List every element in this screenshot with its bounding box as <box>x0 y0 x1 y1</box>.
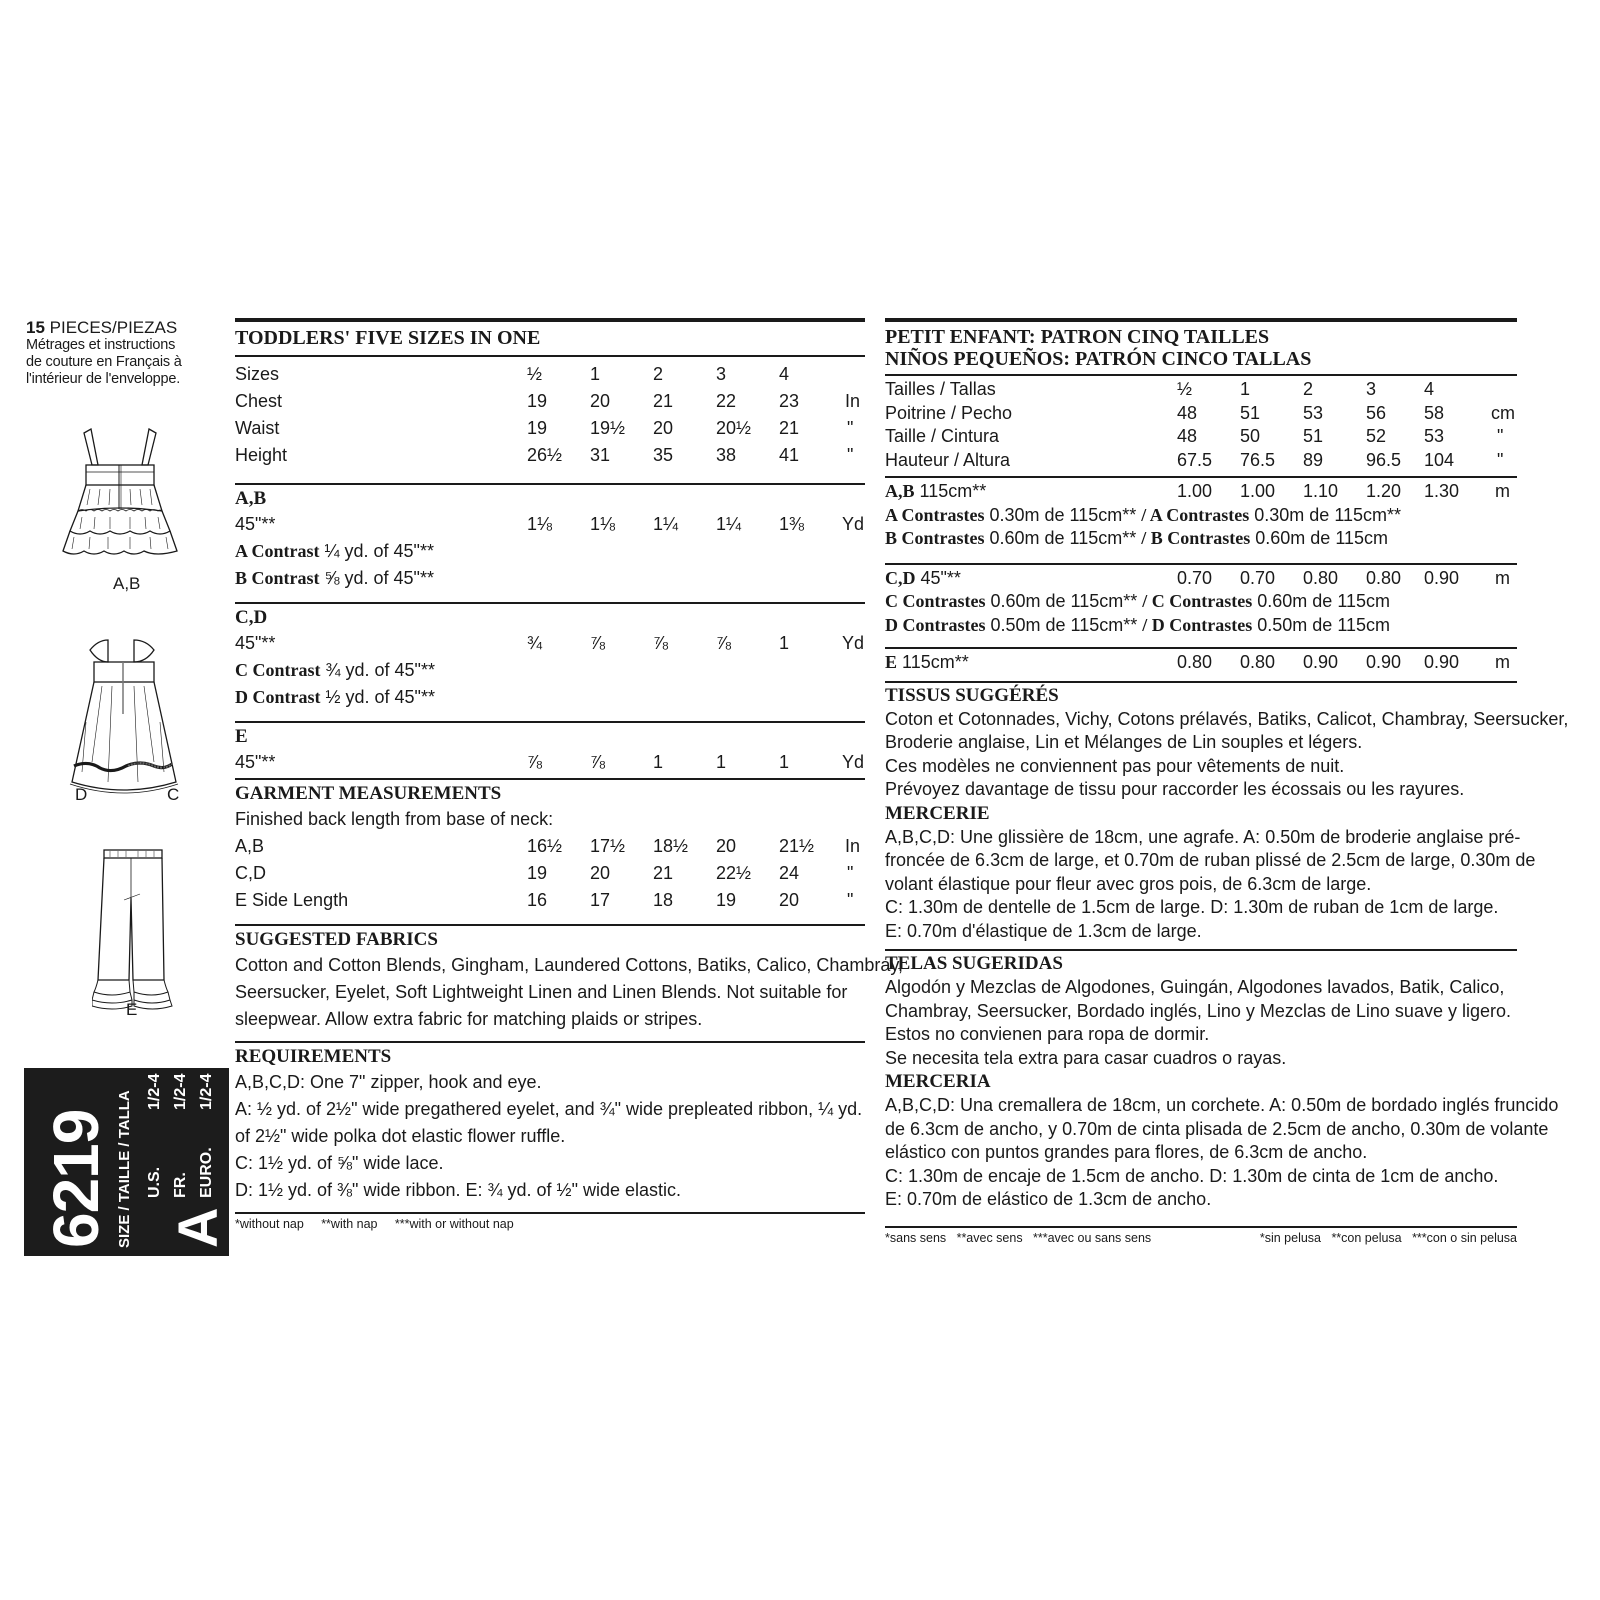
cell: 1 <box>779 633 790 653</box>
contrast-row <box>235 684 865 711</box>
yardage-cd <box>235 604 865 711</box>
contrast-amount: 0.60m de 115cm <box>1252 591 1391 611</box>
contrast-label: A Contrastes <box>885 504 985 525</box>
contrast-label: / D Contrastes <box>1142 614 1253 635</box>
unit: In <box>845 391 861 411</box>
view-label-e: E <box>126 1000 138 1019</box>
text-line: elástico con puntos grandes para flores, de 6.3cm de ancho. <box>885 1142 1368 1162</box>
cell: 1¼ <box>653 514 679 534</box>
footnote-item: ***avec ou sans sens <box>1033 1230 1152 1245</box>
text-line: E: 0.70m d'élastique de 1.3cm de large. <box>885 920 1202 941</box>
unit: m <box>1495 481 1510 501</box>
cell: 1.00 <box>1177 481 1213 501</box>
contrast-row <box>885 590 1517 614</box>
english-panel <box>235 318 904 1232</box>
unit: " <box>847 445 854 465</box>
table-row-waist <box>235 415 865 442</box>
view-cd-dress-illustration <box>68 632 180 804</box>
english-title: TODDLERS' FIVE SIZES IN ONE <box>235 327 541 349</box>
cell: 21 <box>779 418 800 438</box>
section-heading: GARMENT MEASUREMENTS <box>235 783 502 804</box>
text-line: Seersucker, Eyelet, Soft Lightweight Linen and Linen Blends. Not suitable for <box>235 982 848 1002</box>
cell: 1.20 <box>1366 481 1402 501</box>
size-row-us <box>146 1073 164 1198</box>
metrage-cd <box>885 565 1517 638</box>
cell: 58 <box>1424 402 1445 423</box>
text-line: A,B,C,D: One 7" zipper, hook and eye. <box>235 1072 542 1092</box>
section-heading: MERCERIE <box>885 802 990 824</box>
cell: 23 <box>779 391 800 411</box>
cell: 24 <box>779 863 800 883</box>
contrast-row <box>885 504 1517 528</box>
note-line: Métrages et instructions <box>26 337 176 353</box>
text-line: Broderie anglaise, Lin et Mélanges de Lin souples et légers. <box>885 732 1363 752</box>
cell: 3 <box>716 364 727 384</box>
cell: 48 <box>1177 402 1198 423</box>
cell: 67.5 <box>1177 449 1213 470</box>
table-row <box>885 425 1517 449</box>
text-line: Chambray, Seersucker, Bordado inglés, Lino y Mezclas de Lino suave y ligero. <box>885 1000 1511 1021</box>
section-heading: REQUIREMENTS <box>235 1046 392 1067</box>
cell: ⅞ <box>653 633 669 653</box>
cell: 1 <box>779 752 790 772</box>
cell: 0.90 <box>1424 567 1460 588</box>
cell: 76.5 <box>1240 449 1276 470</box>
text-line: Ces modèles ne conviennent pas pour vêtements de nuit. <box>885 755 1345 776</box>
fabric-width: 115cm** <box>914 481 987 501</box>
section-heading: C,D <box>235 607 268 628</box>
view-ab-tiered-dress-illustration <box>60 425 180 570</box>
contrast-row <box>885 527 1517 551</box>
yardage-row <box>235 630 865 657</box>
spanish-title: NIÑOS PEQUEÑOS: PATRÓN CINCO TALLAS <box>885 348 1312 370</box>
view-label-c: C <box>167 785 180 804</box>
row-label: E Side Length <box>235 890 349 910</box>
text-line: C: 1½ yd. of ⅝" wide lace. <box>235 1153 444 1173</box>
cell: 1¼ <box>716 514 742 534</box>
note-line: l'intérieur de l'enveloppe. <box>26 371 181 387</box>
section-heading: TELAS SUGERIDAS <box>885 953 1063 974</box>
requirements <box>235 1043 865 1204</box>
table-row <box>885 449 1517 473</box>
cell: 31 <box>590 445 611 465</box>
section-heading: MERCERIA <box>885 1071 991 1092</box>
cell: 53 <box>1424 426 1445 446</box>
contrast-amount: 0.50m de 115cm** <box>985 614 1143 635</box>
footnote-item: *sin pelusa <box>1259 1230 1322 1245</box>
row-label: Poitrine / Pecho <box>885 402 1013 423</box>
row-label: 45"** <box>235 752 276 772</box>
unit: " <box>847 863 854 883</box>
cell: ⅞ <box>527 752 543 772</box>
cell: 0.80 <box>1240 652 1276 672</box>
contrast-label: C Contrast <box>235 660 321 680</box>
view-label: E <box>885 652 898 672</box>
view-e-pants-illustration <box>92 848 182 1014</box>
cell: 1⅛ <box>590 514 616 534</box>
unit: Yd <box>842 633 865 653</box>
table-row-height <box>235 442 865 469</box>
cell: 0.70 <box>1240 567 1276 588</box>
cell: 21½ <box>779 836 815 856</box>
row-label: Waist <box>235 418 280 438</box>
unit: m <box>1495 652 1510 672</box>
size-range-letter: A <box>166 1207 229 1248</box>
table-row-sizes <box>235 361 865 388</box>
table-row <box>885 378 1517 402</box>
contrast-label: / A Contrastes <box>1141 504 1250 525</box>
unit: " <box>847 890 854 910</box>
text-line: Se necesita tela extra para casar cuadros o rayas. <box>885 1047 1287 1068</box>
view-label: C,D <box>885 567 916 588</box>
table-row <box>885 402 1517 426</box>
contrast-label: / C Contrastes <box>1142 591 1253 611</box>
suggested-fabrics <box>235 926 904 1033</box>
text-line: C: 1.30m de dentelle de 1.5cm de large. D: 1.30m de ruban de 1cm de large. <box>885 897 1499 917</box>
text-line: A: ½ yd. of 2½" wide pregathered eyelet, and ¾" wide prepleated ribbon, ¼ yd. <box>235 1099 863 1119</box>
pieces-label: PIECES/PIEZAS <box>44 318 178 337</box>
cell: 38 <box>716 445 737 465</box>
nap-footnote-fr-es <box>885 1228 1517 1246</box>
metrage-row <box>885 567 1517 591</box>
cell: ½ <box>527 364 543 384</box>
size-region: FR. <box>172 1172 189 1198</box>
cell: 20 <box>779 890 800 910</box>
cell: 1⅜ <box>779 514 805 534</box>
unit: Yd <box>842 514 865 534</box>
cell: 20 <box>590 863 611 883</box>
row-label: 45"** <box>235 514 276 534</box>
footnote-item: *sans sens <box>885 1230 947 1245</box>
row-label: C,D <box>235 863 266 883</box>
view-label: A,B <box>885 481 915 501</box>
text-line: E: 0.70m de elástico de 1.3cm de ancho. <box>885 1189 1212 1209</box>
text-line: D: 1½ yd. of ⅜" wide ribbon. E: ¾ yd. of ½" wide elastic. <box>235 1180 682 1200</box>
contrast-label: B Contrast <box>235 568 320 588</box>
row-label: Sizes <box>235 364 280 384</box>
cell: 41 <box>779 445 800 465</box>
cell: 96.5 <box>1366 449 1402 470</box>
cell: 0.70 <box>1177 567 1213 588</box>
contrast-amount: 0.30m de 115cm** <box>984 504 1142 525</box>
pattern-size-box <box>24 1068 229 1256</box>
cell: ⅞ <box>716 633 732 653</box>
unit: " <box>847 418 854 438</box>
mercerie <box>885 802 1536 944</box>
cell: 0.90 <box>1424 652 1460 672</box>
cell: 35 <box>653 445 674 465</box>
measurement-row <box>235 833 865 860</box>
metrage-e <box>885 649 1517 675</box>
unit: cm <box>1491 402 1515 423</box>
cell: 2 <box>1303 379 1314 399</box>
cell: 20 <box>716 836 737 856</box>
row-label: Tailles / Tallas <box>885 379 996 399</box>
cell: 22½ <box>716 863 752 883</box>
yardage-e <box>235 723 865 776</box>
section-heading: TISSUS SUGGÉRÉS <box>885 684 1059 706</box>
cell: 1.10 <box>1303 481 1339 501</box>
row-label: Hauteur / Altura <box>885 449 1011 470</box>
cell: 19 <box>527 863 548 883</box>
metrage-row <box>885 480 1517 504</box>
cell: 17½ <box>590 836 626 856</box>
footnote-item: **con pelusa <box>1331 1230 1402 1245</box>
row-label: 45"** <box>235 633 276 653</box>
cell: 22 <box>716 391 737 411</box>
garment-measurements <box>235 780 865 914</box>
footnote-item: ***con o sin pelusa <box>1412 1230 1517 1245</box>
cell: 52 <box>1366 426 1387 446</box>
cell: 0.80 <box>1366 567 1402 588</box>
unit: " <box>1497 449 1504 470</box>
contrast-amount: ½ yd. of 45"** <box>320 687 435 707</box>
contrast-amount: 0.60m de 115cm** <box>985 591 1143 611</box>
row-label: Taille / Cintura <box>885 426 1000 446</box>
cell: 48 <box>1177 426 1198 446</box>
size-region: U.S. <box>146 1166 163 1198</box>
cell: ¾ <box>527 633 543 653</box>
view-label-ab: A,B <box>113 574 141 593</box>
french-title: PETIT ENFANT: PATRON CINQ TAILLES <box>885 326 1270 348</box>
cell: 19 <box>527 391 548 411</box>
tissus-suggeres <box>885 683 1569 802</box>
section-heading: SUGGESTED FABRICS <box>235 929 438 950</box>
contrast-amount: ¾ yd. of 45"** <box>320 660 435 680</box>
text-line: Algodón y Mezclas de Algodones, Guingán, Algodones lavados, Batik, Calico, <box>885 977 1505 997</box>
cell: 104 <box>1424 449 1455 470</box>
contrast-label: C Contrastes <box>885 591 986 611</box>
contrast-row <box>235 657 865 684</box>
cell: 16 <box>527 890 548 910</box>
cell: 19 <box>527 418 548 438</box>
contrast-amount: ¼ yd. of 45"** <box>319 541 434 561</box>
cell: 56 <box>1366 402 1387 423</box>
footnote-es <box>1260 1230 1517 1246</box>
telas-sugeridas <box>885 951 1517 1070</box>
contrast-label: A Contrast <box>235 541 320 561</box>
contrast-label: B Contrastes <box>885 528 985 548</box>
cell: 89 <box>1303 449 1324 470</box>
unit: m <box>1495 567 1510 588</box>
cell: 0.80 <box>1303 567 1339 588</box>
row-label: Chest <box>235 391 283 411</box>
cell: 53 <box>1303 402 1324 423</box>
footnote-item: ***with or without nap <box>394 1217 514 1231</box>
contrast-amount: ⅝ yd. of 45"** <box>319 568 434 588</box>
cell: 4 <box>1424 379 1435 399</box>
cell: 1 <box>653 752 664 772</box>
metrage-row <box>885 651 1517 675</box>
cell: 1 <box>716 752 727 772</box>
cell: 0.90 <box>1366 652 1402 672</box>
cell: 3 <box>1366 379 1377 399</box>
text-line: sleepwear. Allow extra fabric for matching plaids or stripes. <box>235 1009 703 1029</box>
contrast-row <box>235 565 865 592</box>
footnote-item: **with nap <box>321 1217 378 1231</box>
unit: In <box>845 836 861 856</box>
size-range: 1/2-4 <box>198 1073 215 1110</box>
left-column <box>26 318 231 388</box>
note-line: de couture en Français à <box>26 354 182 370</box>
yardage-ab <box>235 485 865 592</box>
pattern-number: 6219 <box>40 1109 112 1248</box>
unit: " <box>1497 426 1504 446</box>
contrast-label: D Contrast <box>235 687 321 707</box>
footnote-item: *without nap <box>235 1217 304 1231</box>
text-line: of 2½" wide polka dot elastic flower ruffle. <box>235 1126 566 1146</box>
cell: 1.00 <box>1240 481 1276 501</box>
cell: 19½ <box>590 418 626 438</box>
fabric-width: 45"** <box>915 567 961 588</box>
text-line: A,B,C,D: Une glissière de 18cm, une agrafe. A: 0.50m de broderie anglaise pré- <box>885 826 1521 847</box>
cell: ⅞ <box>590 633 606 653</box>
contrast-label: D Contrastes <box>885 614 986 635</box>
cell: 1.30 <box>1424 481 1460 501</box>
merceria <box>885 1070 1559 1212</box>
contrast-amount: 0.60m de 115cm** <box>984 528 1142 548</box>
footnote-item: **avec sens <box>956 1230 1023 1245</box>
text-line: froncée de 6.3cm de large, et 0.70m de ruban plissé de 2.5cm de large, 0.30m de <box>885 850 1536 870</box>
cell: 1 <box>1240 379 1251 399</box>
contrast-label: / B Contrastes <box>1141 528 1251 548</box>
measurement-row <box>235 887 865 914</box>
contrast-amount: 0.50m de 115cm <box>1252 614 1391 635</box>
contrast-row <box>235 538 865 565</box>
nap-footnote <box>235 1214 865 1232</box>
size-region: EURO. <box>198 1147 215 1198</box>
size-range: 1/2-4 <box>146 1073 163 1110</box>
cell: 51 <box>1303 426 1324 446</box>
footnote-fr <box>885 1230 1151 1246</box>
size-label: SIZE / TAILLE / TALLA <box>116 1090 133 1248</box>
pieces-number: 15 <box>26 318 45 337</box>
cell: 20½ <box>716 418 752 438</box>
unit: Yd <box>842 752 865 772</box>
cell: ⅞ <box>590 752 606 772</box>
cell: 50 <box>1240 426 1261 446</box>
section-heading: E <box>235 726 248 747</box>
cell: 20 <box>653 418 674 438</box>
measurement-row <box>235 860 865 887</box>
text-line: Cotton and Cotton Blends, Gingham, Laundered Cottons, Batiks, Calico, Chambray, <box>235 955 904 975</box>
text-line: Prévoyez davantage de tissu pour raccorder les écossais ou les rayures. <box>885 779 1465 799</box>
metrage-ab <box>885 478 1517 551</box>
text-line: de 6.3cm de ancho, y 0.70m de cinta plisada de 2.5cm de ancho, 0.30m de volante <box>885 1118 1549 1139</box>
cell: 0.90 <box>1303 652 1339 672</box>
cell: 0.80 <box>1177 652 1213 672</box>
row-label: Height <box>235 445 288 465</box>
subheading: Finished back length from base of neck: <box>235 809 554 829</box>
cell: 21 <box>653 391 674 411</box>
cell: ½ <box>1177 379 1193 399</box>
cell: 20 <box>590 391 611 411</box>
pieces-count <box>26 318 231 337</box>
text-line: Coton et Cotonnades, Vichy, Cotons prélavés, Batiks, Calicot, Chambray, Seersucker, <box>885 708 1569 729</box>
cell: 18½ <box>653 836 689 856</box>
size-range: 1/2-4 <box>172 1073 189 1110</box>
section-heading: A,B <box>235 488 267 509</box>
table-row-chest <box>235 388 865 415</box>
size-row-euro <box>198 1073 216 1198</box>
cell: 21 <box>653 863 674 883</box>
yardage-row <box>235 749 865 776</box>
contrast-row <box>885 614 1517 638</box>
text-line: Estos no convienen para ropa de dormir. <box>885 1024 1210 1044</box>
body-sizes-table-metric <box>885 376 1517 472</box>
cell: 18 <box>653 890 674 910</box>
yardage-row <box>235 511 865 538</box>
cell: 51 <box>1240 402 1261 423</box>
size-row-fr <box>172 1073 190 1198</box>
cell: 19 <box>716 890 737 910</box>
row-label: A,B <box>235 836 265 856</box>
cell: 1 <box>590 364 601 384</box>
text-line: C: 1.30m de encaje de 1.5cm de ancho. D: 1.30m de cinta de 1cm de ancho. <box>885 1165 1499 1186</box>
cell: 17 <box>590 890 611 910</box>
view-label-d: D <box>75 785 88 804</box>
contrast-amount: 0.60m de 115cm <box>1250 528 1389 548</box>
cell: 26½ <box>527 445 563 465</box>
cell: 4 <box>779 364 790 384</box>
contrast-amount: 0.30m de 115cm** <box>1249 504 1402 525</box>
cell: 16½ <box>527 836 563 856</box>
cell: 2 <box>653 364 664 384</box>
text-line: A,B,C,D: Una cremallera de 18cm, un corchete. A: 0.50m de bordado inglés fruncido <box>885 1095 1559 1115</box>
text-line: volant élastique pour fleur avec gros pois, de 6.3cm de large. <box>885 873 1372 894</box>
body-sizes-table <box>235 357 865 469</box>
french-instructions-note <box>26 337 231 388</box>
fabric-width: 115cm** <box>897 652 969 672</box>
french-spanish-panel <box>885 318 1569 1246</box>
cell: 1⅛ <box>527 514 553 534</box>
